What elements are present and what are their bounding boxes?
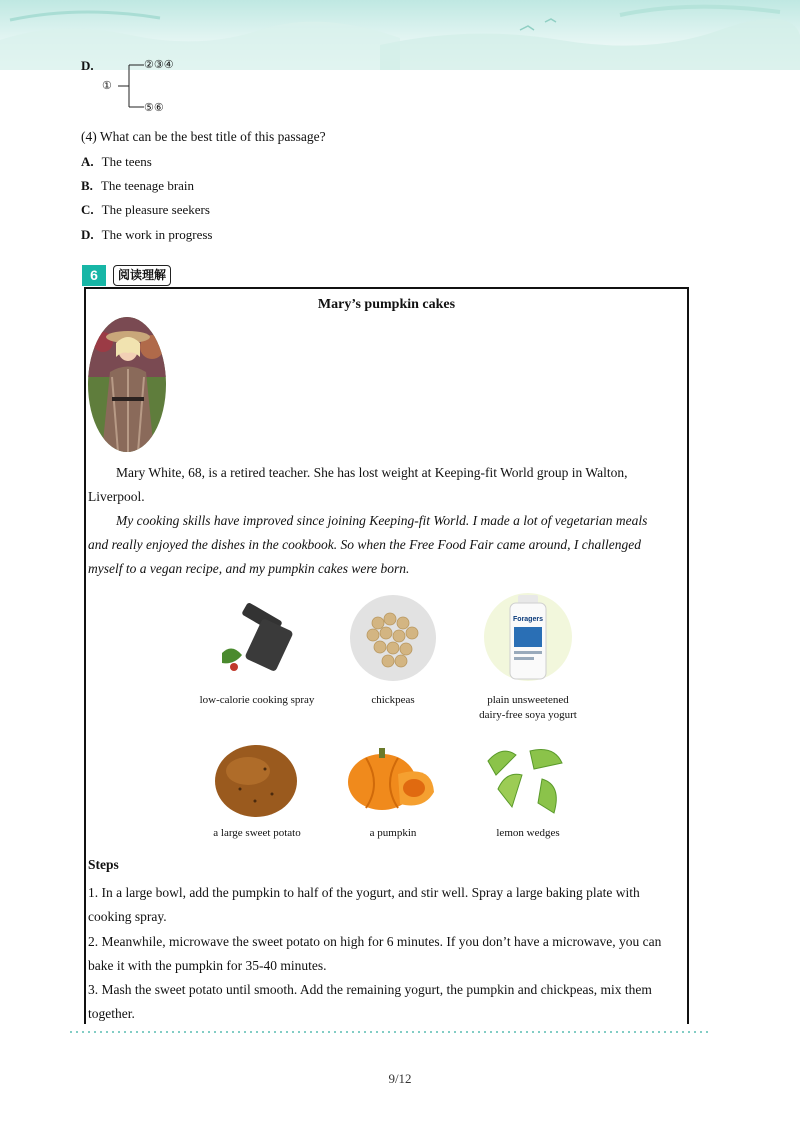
option-text: The work in progress [101,227,213,242]
option-letter: A. [81,154,94,169]
option-letter: C. [81,202,94,217]
sweet-potato-image [210,739,302,819]
ingredient-label: a large sweet potato [213,827,301,839]
option-text: The pleasure seekers [101,202,210,217]
step-3 [88,978,686,1026]
page-number: 9/12 [388,1071,412,1086]
structure-tree-diagram [100,56,210,120]
question-text: What can be the best title of this passage? [99,129,326,144]
intro-line-2: Liverpool. [88,489,145,504]
chickpeas-image [348,593,438,683]
mary-portrait-photo [88,317,166,452]
footer-dotted-divider [68,1031,712,1033]
option-c[interactable] [81,201,210,219]
step-line-2: cooking spray. [88,909,167,924]
cooking-spray-image [212,593,302,683]
ingredient-label: low-calorie cooking spray [199,694,315,706]
steps-heading: Steps [88,857,119,872]
option-d[interactable] [81,226,212,244]
article-title: Mary’s pumpkin cakes [317,297,456,312]
intro-line-1: Mary White, 68, is a retired teacher. She has lost weight at Keeping-fit World group in Walton, [116,465,628,480]
step-line-1: 3. Mash the sweet potato until smooth. Add the remaining yogurt, the pumpkin and chickpeas, mix them [88,982,652,997]
ingredient-label-yogurt [448,693,608,723]
step-line-1: 2. Meanwhile, microwave the sweet potato on high for 6 minutes. If you don’t have a microwave, you can [88,934,662,949]
reading-passage-box [84,287,689,1024]
option-text: The teenage brain [100,178,195,193]
ingredient-label: a pumpkin [369,827,417,839]
option-a[interactable] [81,153,152,171]
lemon-wedges-image [482,741,572,821]
option-letter: D. [81,227,94,242]
question-number: (4) [81,129,97,144]
step-line-2: bake it with the pumpkin for 35-40 minutes. [88,958,327,973]
ingredient-label-line1: plain unsweetened [487,694,569,706]
tree-bottom-label: ⑤⑥ [144,102,164,114]
quote-line-2: and really enjoyed the dishes in the cookbook. So when the Free Food Fair came around, I challenged [88,537,641,552]
portrait-illustration [88,317,166,452]
intro-paragraph [88,461,686,509]
option-b[interactable] [81,177,194,195]
step-2 [88,930,686,978]
quote-line-1: My cooking skills have improved since joining Keeping-fit World. I made a lot of vegetarian meals [116,513,648,528]
ingredient-label: chickpeas [371,694,415,706]
soya-yogurt-image [482,591,574,683]
option-letter: B. [81,178,93,193]
option-d-letter: D. [81,58,94,73]
section-type-label: 阅读理解 [113,265,171,286]
tree-top-label: ②③④ [144,59,174,71]
quote-line-3: myself to a vegan recipe, and my pumpkin cakes were born. [88,561,410,576]
ingredient-label: lemon wedges [496,827,560,839]
quote-paragraph [88,509,686,581]
question-4 [81,129,326,145]
pumpkin-image [344,744,438,814]
step-line-1: 1. In a large bowl, add the pumpkin to half of the yogurt, and stir well. Spray a large baking plate with [88,885,640,900]
option-text: The teens [101,154,152,169]
yogurt-brand-label: Foragers [513,616,543,623]
tree-root-label: ① [102,80,112,92]
step-1 [88,881,686,929]
step-line-2: together. [88,1006,135,1021]
ingredient-label-line2: dairy-free soya yogurt [479,709,577,721]
section-number-badge: 6 [82,265,106,286]
